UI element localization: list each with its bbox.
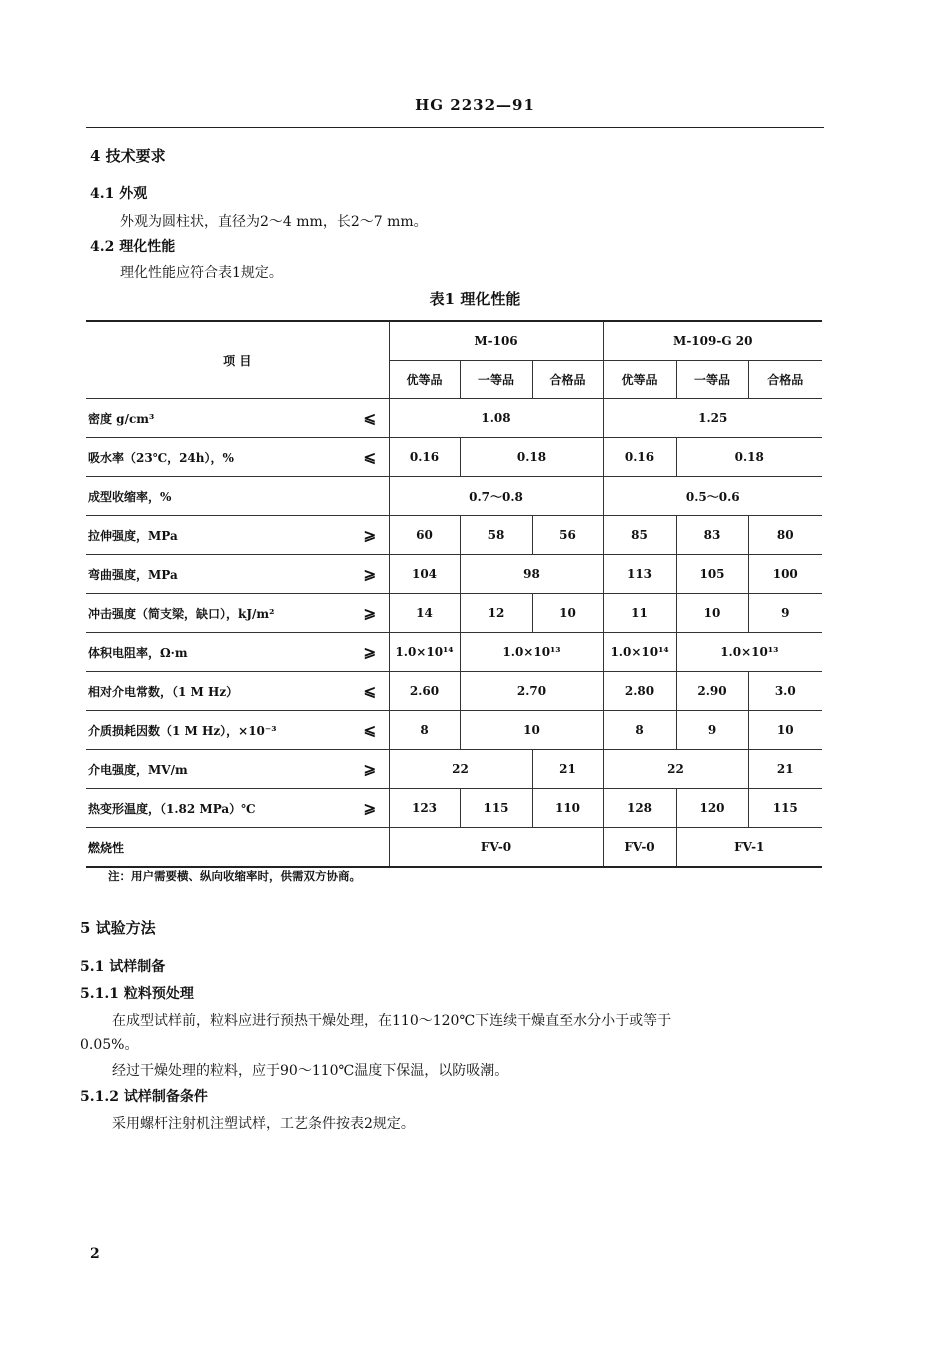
cell: 22 — [389, 750, 532, 789]
cell: 22 — [603, 750, 748, 789]
cell: FV-0 — [603, 828, 676, 868]
cell: 0.16 — [603, 438, 676, 477]
page-number: 2 — [90, 1246, 100, 1262]
cell: 113 — [603, 555, 676, 594]
cell: 0.18 — [676, 438, 822, 477]
comparison-symbol: ⩾ — [363, 799, 377, 817]
cell: 1.0×10¹³ — [460, 633, 603, 672]
section-5-title: 5 试验方法 — [80, 919, 156, 937]
cell: 0.7～0.8 — [389, 477, 603, 516]
section-5-1-1-text-line1: 在成型试样前，粒料应进行预热干燥处理，在110～120℃下连续干燥直至水分小于或等于 — [112, 1013, 672, 1029]
grade-header: 优等品 — [389, 361, 460, 399]
cell: 1.0×10¹⁴ — [389, 633, 460, 672]
row-label: 吸水率（23℃，24h），% — [88, 450, 234, 465]
section-5-1-2-title: 5.1.2 试样制备条件 — [80, 1089, 208, 1105]
section-5-1-1-text-line2: 0.05%。 — [80, 1037, 139, 1053]
cell: 85 — [603, 516, 676, 555]
section-4-1-title: 4.1 外观 — [90, 186, 148, 202]
cell: 2.70 — [460, 672, 603, 711]
row-label: 相对介电常数，（1 M Hz） — [88, 684, 239, 699]
cell: 105 — [676, 555, 748, 594]
table-note: 注：用户需要横、纵向收缩率时，供需双方协商。 — [108, 869, 361, 883]
comparison-symbol — [351, 477, 389, 516]
cell: 1.25 — [603, 399, 822, 438]
cell: 9 — [748, 594, 822, 633]
table-caption: 表1 理化性能 — [429, 290, 521, 308]
grade-header: 合格品 — [532, 361, 603, 399]
row-label: 成型收缩率，% — [88, 489, 172, 504]
cell: 120 — [676, 789, 748, 828]
cell: 8 — [603, 711, 676, 750]
cell: 115 — [748, 789, 822, 828]
section-4-2-text: 理化性能应符合表1规定。 — [120, 265, 283, 281]
cell: 2.80 — [603, 672, 676, 711]
table-row — [86, 516, 822, 555]
cell: 9 — [676, 711, 748, 750]
cell: 58 — [460, 516, 532, 555]
comparison-symbol: ⩽ — [363, 448, 377, 466]
cell: 128 — [603, 789, 676, 828]
table-row — [86, 555, 822, 594]
cell: 10 — [748, 711, 822, 750]
table-row — [86, 477, 822, 516]
cell: 21 — [748, 750, 822, 789]
cell: 0.16 — [389, 438, 460, 477]
cell: 56 — [532, 516, 603, 555]
cell: 21 — [532, 750, 603, 789]
cell: 12 — [460, 594, 532, 633]
section-4-title: 4 技术要求 — [90, 147, 166, 165]
cell: 10 — [676, 594, 748, 633]
comparison-symbol: ⩾ — [363, 526, 377, 544]
cell: 2.90 — [676, 672, 748, 711]
table-row — [86, 789, 822, 828]
grade-header: 合格品 — [748, 361, 822, 399]
cell: 14 — [389, 594, 460, 633]
table-row — [86, 750, 822, 789]
section-4-1-text: 外观为圆柱状，直径为2～4 mm，长2～7 mm。 — [120, 214, 428, 230]
cell: 123 — [389, 789, 460, 828]
row-label: 热变形温度，（1.82 MPa）℃ — [88, 801, 256, 816]
row-label: 拉伸强度，MPa — [88, 528, 178, 543]
section-5-1-1-text2: 经过干燥处理的粒料，应于90～110℃温度下保温，以防吸潮。 — [112, 1063, 509, 1079]
group-header-m109: M-109-G 20 — [603, 321, 822, 361]
group-header-m106: M-106 — [389, 321, 603, 361]
header-rule — [86, 127, 824, 128]
table-row — [86, 711, 822, 750]
cell: 115 — [460, 789, 532, 828]
row-label: 燃烧性 — [88, 840, 125, 855]
cell: 1.0×10¹⁴ — [603, 633, 676, 672]
cell: 8 — [389, 711, 460, 750]
cell: 0.18 — [460, 438, 603, 477]
table-row — [86, 672, 822, 711]
cell: 98 — [460, 555, 603, 594]
section-5-1-1-title: 5.1.1 粒料预处理 — [80, 986, 194, 1002]
cell: 1.0×10¹³ — [676, 633, 822, 672]
table-row — [86, 399, 822, 438]
section-4-2-title: 4.2 理化性能 — [90, 239, 176, 255]
comparison-symbol: ⩽ — [363, 409, 377, 427]
cell: 100 — [748, 555, 822, 594]
comparison-symbol: ⩾ — [363, 643, 377, 661]
item-header: 项 目 — [223, 353, 252, 368]
comparison-symbol: ⩾ — [363, 604, 377, 622]
cell: 80 — [748, 516, 822, 555]
grade-header: 一等品 — [676, 361, 748, 399]
cell: 0.5～0.6 — [603, 477, 822, 516]
comparison-symbol — [351, 828, 389, 868]
cell: FV-0 — [389, 828, 603, 868]
table-row — [86, 594, 822, 633]
cell: 83 — [676, 516, 748, 555]
cell: 1.08 — [389, 399, 603, 438]
cell: 60 — [389, 516, 460, 555]
section-5-1-title: 5.1 试样制备 — [80, 959, 166, 975]
row-label: 体积电阻率，Ω·m — [88, 645, 188, 660]
cell: 10 — [460, 711, 603, 750]
cell: 11 — [603, 594, 676, 633]
table-row — [86, 828, 822, 868]
cell: 3.0 — [748, 672, 822, 711]
cell: 110 — [532, 789, 603, 828]
table-row — [86, 633, 822, 672]
comparison-symbol: ⩽ — [363, 721, 377, 739]
comparison-symbol: ⩾ — [363, 565, 377, 583]
row-label: 介电强度，MV/m — [88, 762, 188, 777]
cell: 2.60 — [389, 672, 460, 711]
cell: 104 — [389, 555, 460, 594]
row-label: 密度 g/cm³ — [88, 411, 155, 426]
comparison-symbol: ⩾ — [363, 760, 377, 778]
document-header: HG 2232—91 — [415, 96, 535, 114]
comparison-symbol: ⩽ — [363, 682, 377, 700]
cell: FV-1 — [676, 828, 822, 868]
row-label: 弯曲强度，MPa — [88, 567, 178, 582]
grade-header: 一等品 — [460, 361, 532, 399]
row-label: 冲击强度（简支梁，缺口），kJ/m² — [88, 606, 275, 621]
table-row — [86, 438, 822, 477]
row-label: 介质损耗因数（1 M Hz），×10⁻³ — [88, 723, 277, 738]
properties-table — [86, 320, 822, 868]
grade-header: 优等品 — [603, 361, 676, 399]
section-5-1-2-text: 采用螺杆注射机注塑试样，工艺条件按表2规定。 — [112, 1116, 415, 1132]
cell: 10 — [532, 594, 603, 633]
